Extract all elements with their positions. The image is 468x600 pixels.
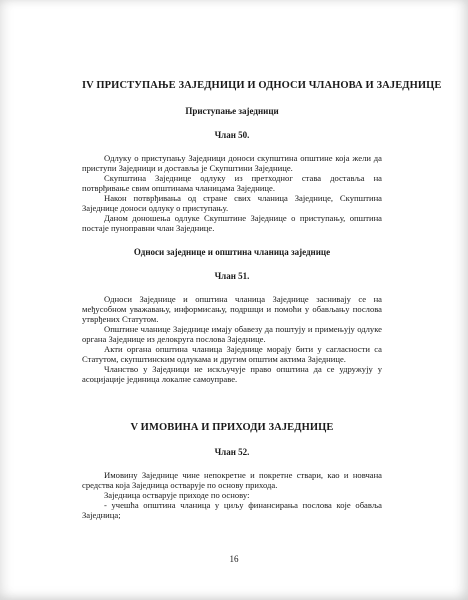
paragraph: Након потврђивања од стране свих чланица Заједнице, Скупштина Заједнице доноси одлуку о приступању. [82,193,382,213]
paragraph: Скупштина Заједнице одлуку из претходног става доставља на потврђивање свим општинама чланицама Заједнице. [82,173,382,193]
page-number: 16 [229,554,239,564]
article-51-heading: Члан 51. [214,271,250,281]
article-52-body [82,470,382,520]
article-50-heading: Члан 50. [214,130,250,140]
page-content [82,80,442,520]
article-50-body [82,153,382,233]
paragraph: Даном доношења одлуке Скупштине Заједнице о приступању, општина постаје пуноправни члан Заједнице. [82,213,382,233]
paragraph: Одлуку о приступању Заједници доноси скупштина општине која жели да приступи Заједници и доставља је Скупштини Заједнице. [82,153,382,173]
article-51-body [82,294,382,384]
section-heading-relations: Односи заједнице и општина чланица заједнице [133,247,331,257]
paragraph: Имовину Заједнице чине непокретне и покретне ствари, као и новчана средства која Заједница остварује по основу прихода. [82,470,382,490]
list-item: - учешћа општина чланица у циљу финансирања послова које обавља Заједница; [82,500,382,520]
paragraph: Чланство у Заједници не искључује право општина да се удружују у асоцијације јединица локалне самоуправе. [82,364,382,384]
section-heading-accession: Приступање заједници [185,106,279,116]
paragraph: Општине чланице Заједнице имају обавезу да поштују и примењују одлуке органа Заједнице из делокруга послова Заједнице. [82,324,382,344]
chapter-5-title: V ИМОВИНА И ПРИХОДИ ЗАЈЕДНИЦЕ [130,422,334,433]
paragraph: Заједница остварује приходе по основу: [104,490,250,500]
paragraph: Акти органа општина чланица Заједнице морају бити у сагласности са Статутом, скупштинским одлукама и другим општим актима Заједнице. [82,344,382,364]
article-52-heading: Члан 52. [214,447,250,457]
paragraph: Односи Заједнице и општина чланица Заједнице заснивају се на међусобном уважавању, информисању, подршци и помоћи у обављању послова утврђених Статутом. [82,294,382,324]
chapter-4-title: IV ПРИСТУПАЊЕ ЗАЈЕДНИЦИ И ОДНОСИ ЧЛАНОВА И ЗАЈЕДНИЦЕ [82,80,442,91]
